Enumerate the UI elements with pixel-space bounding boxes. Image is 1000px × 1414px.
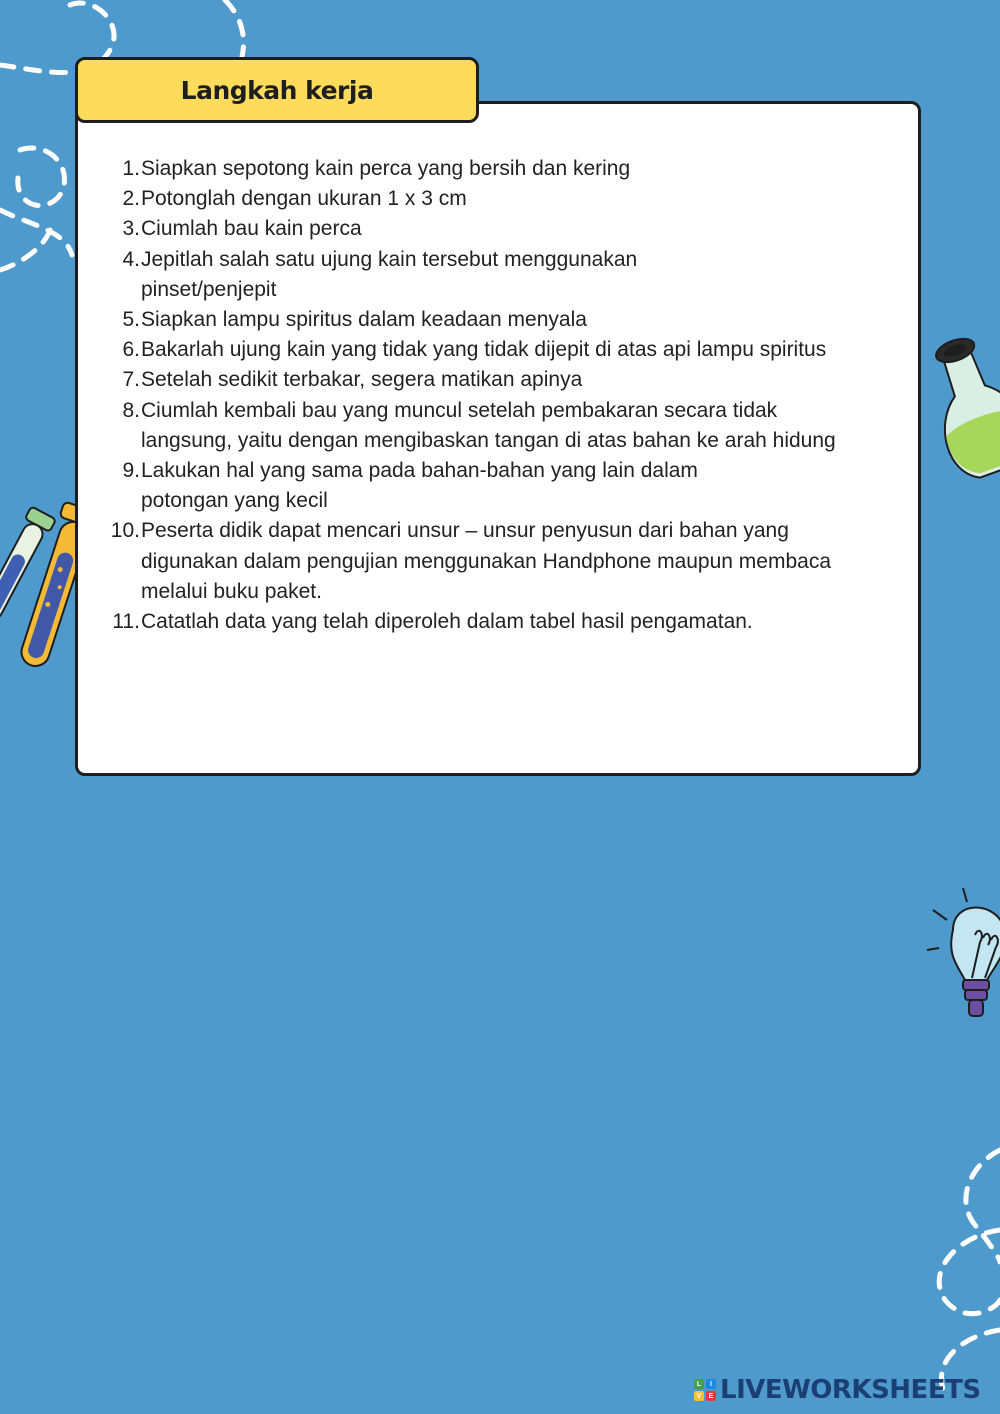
step-text: Peserta didik dapat mencari unsur – unsur penyusun dari bahan yang digunakan dalam pengujian menggunakan Handphone maupun membaca melalui buku paket.: [141, 519, 832, 603]
step-number: 3.: [122, 217, 140, 241]
step-number: 1.: [122, 157, 140, 180]
step-text: Bakarlah ujung kain yang tidak yang tidak dijepit di atas api lampu spiritus: [141, 338, 827, 362]
step-number: 7.: [122, 368, 140, 392]
step-text: Ciumlah kembali bau yang muncul setelah pembakaran secara tidak langsung, yaitu dengan mengibaskan tangan di atas bahan ke arah hidung: [141, 398, 836, 452]
list-item: [106, 365, 886, 395]
list-item: [106, 335, 886, 365]
dashed-circle-left: [18, 148, 65, 206]
liveworksheets-brand: [694, 1372, 981, 1408]
list-item: [106, 516, 886, 607]
step-text: Catatlah data yang telah diperoleh dalam tabel hasil pengamatan.: [141, 610, 753, 634]
list-item: [106, 184, 886, 214]
step-number: 8.: [122, 398, 140, 422]
step-number: 2.: [122, 187, 140, 211]
step-text: Lakukan hal yang sama pada bahan-bahan yang lain dalam potongan yang kecil: [141, 459, 698, 513]
list-item: [106, 305, 886, 335]
step-text: Potonglah dengan ukuran 1 x 3 cm: [141, 187, 467, 211]
step-number: 4.: [122, 247, 140, 271]
dashed-swirl-bottom-right: [966, 1150, 1000, 1262]
step-text: Jepitlah salah satu ujung kain tersebut menggunakan pinset/penjepit: [141, 247, 638, 301]
list-item: [106, 456, 886, 516]
step-number: 9.: [122, 459, 140, 483]
step-number: 11.: [112, 610, 140, 634]
section-title: Langkah kerja: [180, 75, 374, 105]
steps-list: [106, 154, 886, 637]
step-number: 6.: [122, 338, 140, 362]
brand-name: LIVEWORKSHEETS: [720, 1375, 981, 1405]
list-item: [106, 214, 886, 244]
step-text: Setelah sedikit terbakar, segera matikan apinya: [141, 368, 583, 392]
dashed-swirl-left-2: [0, 230, 50, 270]
dashed-swirl-left: [0, 210, 72, 255]
light-bulb-icon: [927, 888, 1000, 1016]
list-item: [106, 607, 886, 637]
list-item: [106, 396, 886, 456]
step-number: 5.: [122, 308, 140, 332]
step-number: 10.: [110, 519, 140, 543]
step-text: Siapkan lampu spiritus dalam keadaan menyala: [141, 308, 587, 332]
liveworksheets-logo-icon: L I V E: [694, 1379, 716, 1401]
flask-icon: [914, 327, 1000, 484]
step-text: Siapkan sepotong kain perca yang bersih dan kering: [141, 157, 631, 180]
list-item: [106, 154, 886, 184]
step-text: Ciumlah bau kain perca: [141, 217, 362, 241]
section-header-tab: [75, 57, 479, 123]
list-item: [106, 245, 886, 305]
